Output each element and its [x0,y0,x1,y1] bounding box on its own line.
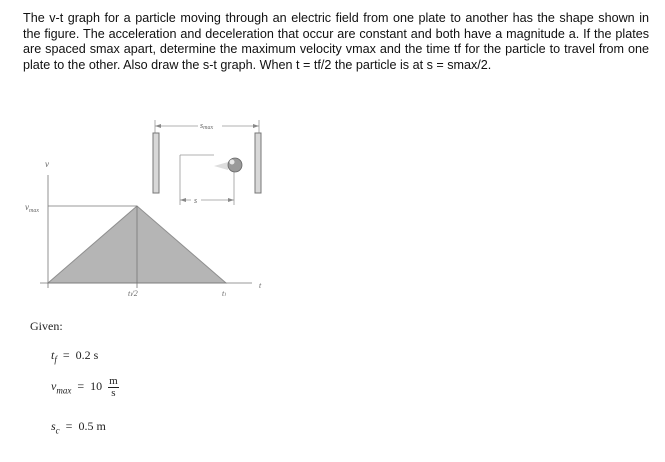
smax-arrow-left [155,124,161,128]
given-vmax: $v_{max} = 10$ $\frac{m}{s}$ [51,375,118,399]
vmax-label: $v_{max}$ [25,202,39,214]
motion-trail [214,162,228,170]
s-arrow-left [180,198,186,202]
particle [228,158,242,172]
given-sc-value: 0.5 m [78,419,106,433]
smax-arrow-right [253,124,259,128]
given-title: Given: [30,319,63,333]
t-axis-label: t [259,281,262,290]
given-vmax-unit: $\frac{m}{s}$ [109,375,118,399]
smax-label: smax [200,121,214,131]
left-plate [153,133,159,193]
problem-statement: The v-t graph for a particle moving through an electric field from one plate to another has the shape shown in the figure. The acceleration and deceleration that occur are constant and both have a magnitude a. If the plates are spaced smax apart, determine the maximum velocity vmax and the time tf for the particle to travel from one plate to the other. Also draw the s-t graph. When t = tf/2 the particle is at s = smax/2. [23,11,649,72]
given-section [30,318,150,462]
half-time-label: tₗ/2 [128,289,138,298]
particle-highlight [230,160,235,165]
s-arrow-right [228,198,234,202]
s-label: s [194,196,198,205]
given-sc: $s_c = 0.5$ m [51,419,106,436]
given-vmax-value: 10 [90,379,103,394]
given-tf: $t_f = 0.2$ s [51,348,99,365]
given-tf-value: 0.2 s [75,348,99,362]
v-axis-label: v [45,159,49,169]
tf-label: tₗ [222,289,226,298]
right-plate [255,133,261,193]
